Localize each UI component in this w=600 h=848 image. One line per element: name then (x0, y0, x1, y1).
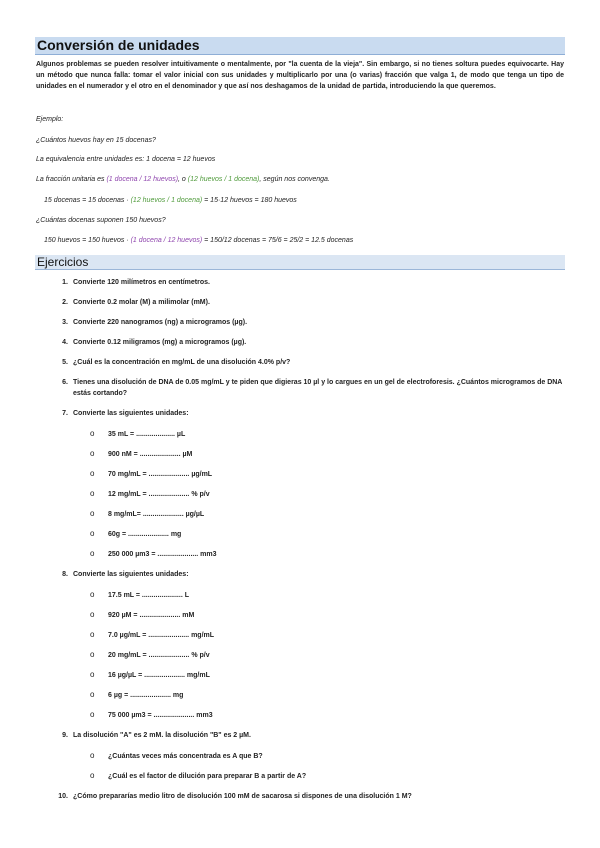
calc1-suffix: = 15·12 huevos = 180 huevos (202, 197, 297, 204)
example-equivalence: La equivalencia entre unidades es: 1 docena = 12 huevos (36, 156, 216, 163)
fraction-b: (12 huevos / 1 docena) (187, 176, 260, 183)
bullet-icon: o (90, 751, 95, 760)
ex7-item: o 12 mg/mL = ..................... % p/v (90, 489, 210, 498)
calc1-prefix: 15 docenas = 15 docenas · (44, 197, 131, 204)
bullet-icon: o (90, 630, 95, 639)
bullet-icon: o (90, 549, 95, 558)
fraction-a: (1 docena / 12 huevos) (106, 176, 179, 183)
fraction-mid: , o (178, 176, 188, 183)
calc2-fraction: (1 docena / 12 huevos) (130, 237, 203, 244)
bullet-icon: o (90, 650, 95, 659)
exercise-5: 5. ¿Cuál es la concentración en mg/mL de una disolución 4.0% p/v? (62, 359, 291, 366)
example-question-2: ¿Cuántas docenas suponen 150 huevos? (36, 217, 166, 224)
ex8-item: o 7.0 µg/mL = ..................... mg/mL (90, 630, 215, 639)
exercise-8: 8. Convierte las siguientes unidades: (62, 571, 189, 578)
bullet-icon: o (90, 489, 95, 498)
ex9-item: o ¿Cuál es el factor de dilución para preparar B a partir de A? (90, 771, 307, 780)
bullet-icon: o (90, 690, 95, 699)
ex8-item: o 920 µM = ..................... mM (90, 610, 195, 619)
exercises-heading: Ejercicios (37, 255, 89, 269)
exercise-9: 9. La disolución "A" es 2 mM. la disolución "B" es 2 µM. (62, 732, 251, 739)
exercise-2: 2. Convierte 0.2 molar (M) a milimolar (mM). (62, 299, 210, 306)
exercise-1: 1. Convierte 120 milímetros en centímetros. (62, 279, 210, 286)
bullet-icon: o (90, 670, 95, 679)
exercises-heading-bar (35, 255, 565, 270)
exercise-10: 10. ¿Cómo prepararías medio litro de disolución 100 mM de sacarosa si dispones de una disolución 1 M? (58, 793, 412, 800)
bullet-icon: o (90, 710, 95, 719)
exercise-7: 7. Convierte las siguientes unidades: (62, 410, 189, 417)
example-calc-1 (44, 197, 297, 204)
ex7-item: o 8 mg/mL= ..................... µg/µL (90, 509, 205, 518)
bullet-icon: o (90, 771, 95, 780)
ex8-item: o 20 mg/mL = ..................... % p/v (90, 650, 210, 659)
ex8-item: o 6 µg = ..................... mg (90, 690, 184, 699)
bullet-icon: o (90, 469, 95, 478)
calc1-fraction: (12 huevos / 1 docena) (130, 197, 203, 204)
intro-paragraph: Algunos problemas se pueden resolver intuitivamente o mentalmente, por "la cuenta de la vieja". Sin embargo, si no tienes soltura puedes equivocarte. Hay un método que nunca falla: tomar el valor inicial con sus unidades y multiplicarlo por una (o varias) fracción que valga 1, de modo que tenga un tipo de unidades en el numerador y el otro en el denominador y que así nos deshagamos de la unidad de partida, introduciendo la que queremos. (36, 61, 564, 90)
ex7-item: o 70 mg/mL = ..................... µg/mL (90, 469, 213, 478)
bullet-icon: o (90, 509, 95, 518)
example-calc-2 (44, 237, 353, 244)
ex7-item: o 250 000 µm3 = ..................... mm3 (90, 549, 217, 558)
bullet-icon: o (90, 429, 95, 438)
exercise-6: 6. Tienes una disolución de DNA de 0.05 mg/mL y te piden que digieras 10 µl y lo cargues en un gel de electroforesis. ¿Cuántos microgramos de DNA estás cortando? (62, 379, 563, 397)
bullet-icon: o (90, 590, 95, 599)
ex8-item: o 16 µg/µL = ..................... mg/mL (90, 670, 210, 679)
exercise-4: 4. Convierte 0.12 miligramos (mg) a microgramos (µg). (62, 339, 247, 346)
ex8-item: o 75 000 µm3 = ..................... mm3 (90, 710, 213, 719)
bullet-icon: o (90, 610, 95, 619)
example-label: Ejemplo: (36, 116, 64, 123)
calc2-suffix: = 150/12 docenas = 75/6 = 25/2 = 12.5 docenas (202, 237, 354, 244)
ex8-item: o 17.5 mL = ..................... L (90, 590, 189, 599)
page-title: Conversión de unidades (37, 37, 200, 53)
fraction-suffix: , según nos convenga. (259, 176, 330, 183)
ex9-item: o ¿Cuántas veces más concentrada es A que B? (90, 751, 263, 760)
bullet-icon: o (90, 449, 95, 458)
exercise-3: 3. Convierte 220 nanogramos (ng) a microgramos (µg). (62, 319, 248, 326)
ex7-item: o 900 nM = ..................... µM (90, 449, 193, 458)
example-fraction-line (36, 176, 330, 183)
example-question-1: ¿Cuántos huevos hay en 15 docenas? (36, 137, 156, 144)
calc2-prefix: 150 huevos = 150 huevos · (44, 237, 131, 244)
fraction-prefix: La fracción unitaria es (36, 176, 107, 183)
ex7-item: o 35 mL = .................... µL (90, 429, 186, 438)
section-heading-bar (35, 37, 565, 55)
ex7-item: o 60g = ..................... mg (90, 529, 182, 538)
bullet-icon: o (90, 529, 95, 538)
